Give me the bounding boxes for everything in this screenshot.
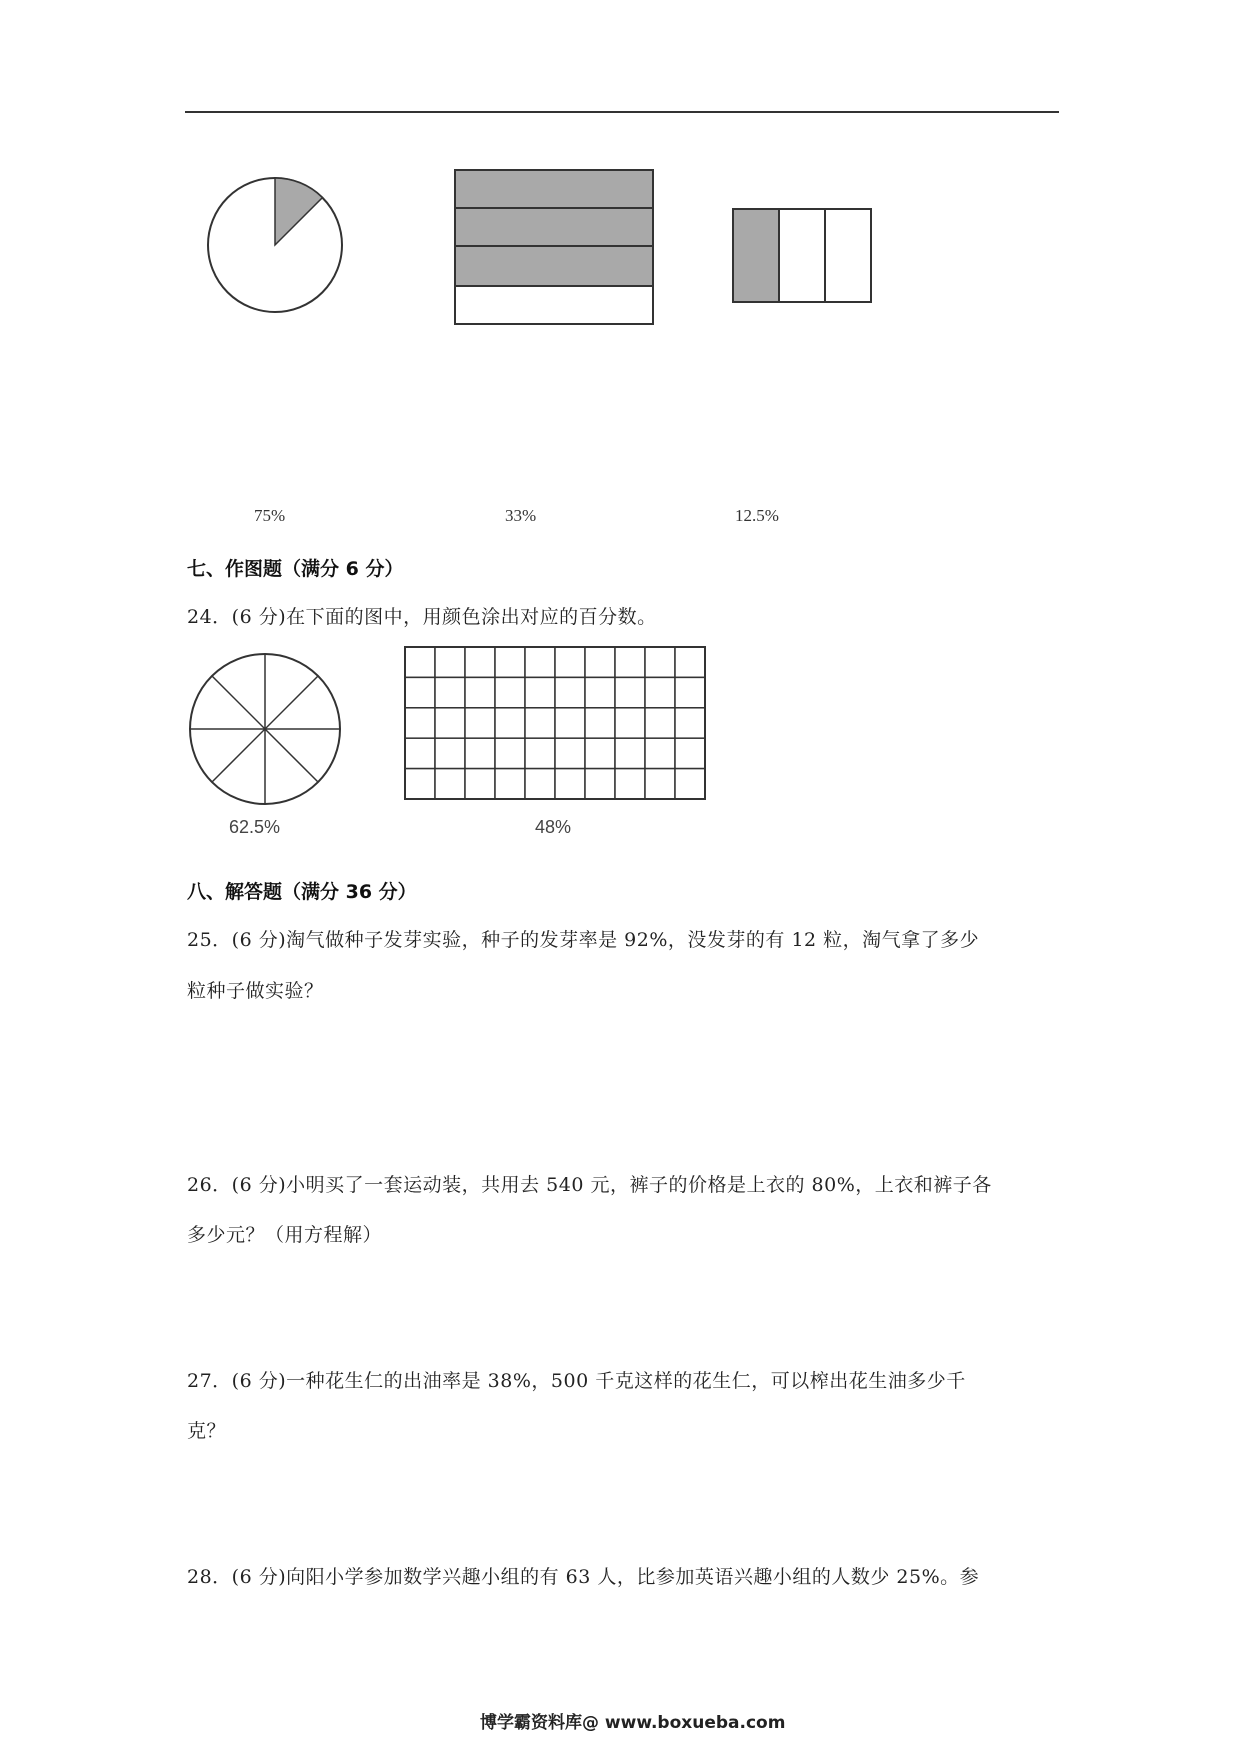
question-27-line1: 27．(6 分)一种花生仁的出油率是 38%，500 千克这样的花生仁，可以榨出花生油多少千 [187, 1370, 966, 1392]
grid-cell [495, 677, 525, 707]
bar-row-1 [455, 170, 653, 208]
grid-cell [555, 708, 585, 738]
grid-cell [585, 769, 615, 799]
grid-cell [615, 738, 645, 768]
question-25-line2: 粒种子做实验？ [187, 980, 324, 1002]
grid-cell [675, 738, 705, 768]
question-26-line1: 26．(6 分)小明买了一套运动装，共用去 540 元，裤子的价格是上衣的 80%，上衣和裤子各 [187, 1174, 992, 1196]
grid-cell [495, 769, 525, 799]
question-27-line2: 克？ [187, 1420, 227, 1442]
bar-row-4 [455, 286, 653, 324]
grid-label: 48% [535, 817, 572, 837]
grid-cell [615, 708, 645, 738]
grid-cell [615, 647, 645, 677]
grid-cell [405, 647, 435, 677]
header-rule [185, 111, 1059, 113]
grid-cell [465, 647, 495, 677]
grid-cell [525, 647, 555, 677]
grid-cell [615, 677, 645, 707]
grid-cell [405, 708, 435, 738]
box-figure [732, 208, 874, 304]
grid-cell [435, 677, 465, 707]
grid-cell [675, 708, 705, 738]
grid-cell [585, 647, 615, 677]
grid-cell [645, 708, 675, 738]
pie-figure [205, 175, 345, 315]
grid-cell [555, 677, 585, 707]
bar-figure [454, 169, 654, 327]
grid-cell [645, 738, 675, 768]
question-24: 24．(6 分)在下面的图中，用颜色涂出对应的百分数。 [187, 606, 657, 628]
grid-cell [585, 738, 615, 768]
grid-cell [675, 677, 705, 707]
grid-cell [585, 677, 615, 707]
percent-grid [404, 646, 706, 800]
grid-cell [405, 738, 435, 768]
question-26-line2: 多少元？（用方程解） [187, 1224, 383, 1246]
bar-row-3 [455, 246, 653, 286]
grid-cell [525, 769, 555, 799]
grid-cell [555, 769, 585, 799]
grid-cell [465, 769, 495, 799]
grid-cell [555, 738, 585, 768]
grid-cell [435, 647, 465, 677]
section7-heading: 七、作图题（满分 6 分） [187, 558, 404, 580]
grid-cell [525, 708, 555, 738]
label-12-5: 12.5% [735, 506, 779, 525]
grid-cell [525, 738, 555, 768]
question-25-line1: 25．(6 分)淘气做种子发芽实验，种子的发芽率是 92%，没发芽的有 12 粒，淘气拿了多少 [187, 929, 980, 951]
grid-cell [645, 769, 675, 799]
grid-cell [585, 708, 615, 738]
label-75: 75% [254, 506, 286, 525]
grid-cell [495, 708, 525, 738]
grid-cell [405, 677, 435, 707]
box-col-1 [733, 209, 779, 302]
question-28-line1: 28．(6 分)向阳小学参加数学兴趣小组的有 63 人，比参加英语兴趣小组的人数少 25%。参 [187, 1566, 980, 1588]
box-col-3 [825, 209, 871, 302]
grid-cell [615, 769, 645, 799]
box-col-2 [779, 209, 825, 302]
grid-cell [525, 677, 555, 707]
grid-cell [675, 769, 705, 799]
bar-row-2 [455, 208, 653, 246]
grid-cell [645, 677, 675, 707]
grid-cell [465, 708, 495, 738]
grid-cell [645, 647, 675, 677]
grid-cell [435, 769, 465, 799]
grid-cell [495, 738, 525, 768]
sector-circle [187, 651, 343, 807]
footer-watermark: 博学霸资料库@ www.boxueba.com [480, 1713, 786, 1733]
circle-label: 62.5% [229, 817, 281, 837]
grid-cell [465, 738, 495, 768]
grid-cell [465, 677, 495, 707]
grid-cell [495, 647, 525, 677]
grid-cell [555, 647, 585, 677]
label-33: 33% [505, 506, 537, 525]
grid-cell [405, 769, 435, 799]
grid-cell [435, 738, 465, 768]
section8-heading: 八、解答题（满分 36 分） [187, 881, 417, 903]
grid-cell [675, 647, 705, 677]
grid-cell [435, 708, 465, 738]
